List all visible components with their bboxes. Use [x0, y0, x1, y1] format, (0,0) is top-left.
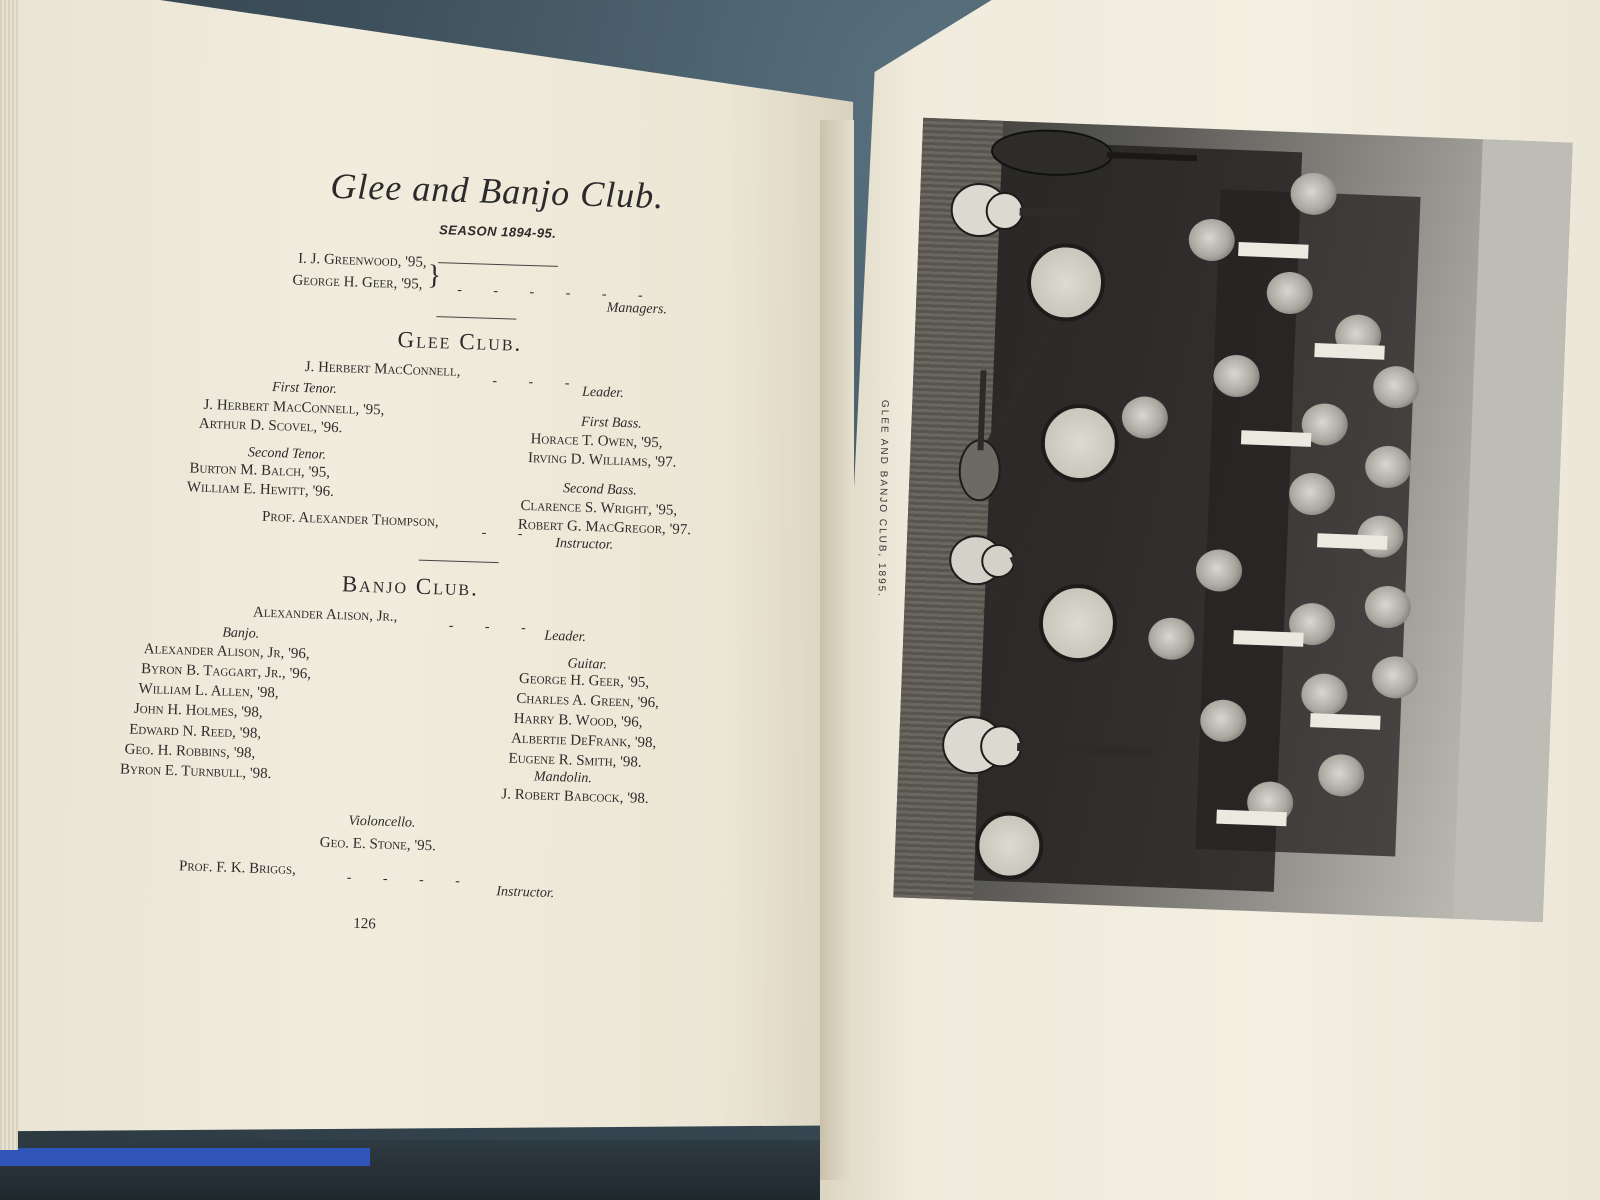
guitar-instrument: [945, 519, 1098, 605]
guitar-member-3: Harry B. Wood, '96,: [513, 710, 643, 731]
glee-club-heading: Glee Club.: [397, 326, 523, 356]
banjo-member-7: Byron E. Turnbull, '98.: [119, 761, 272, 783]
first-bass-2: Irving D. Williams, '97.: [527, 450, 677, 471]
guitar-member-4: Albertie DeFrank, '98,: [510, 730, 657, 752]
banjo-member-4: John H. Holmes, '98,: [133, 700, 263, 721]
guitar-label: Guitar.: [567, 656, 608, 673]
manager-1: I. J. Greenwood, '95,: [297, 250, 427, 271]
page-title: Glee and Banjo Club.: [329, 165, 665, 217]
mandolin-label: Mandolin.: [533, 769, 593, 787]
violoncello-instrument: [981, 120, 1203, 188]
book-cover-edge: [0, 1148, 370, 1166]
divider: [436, 316, 516, 320]
left-page-text: [0, 0, 866, 1013]
banjo-leader-role: Leader.: [544, 628, 587, 645]
violoncello-label: Violoncello.: [348, 813, 416, 831]
second-tenor-2: William E. Hewitt, '96.: [186, 479, 335, 500]
collar: [1241, 430, 1311, 447]
second-bass-label: Second Bass.: [562, 481, 638, 499]
photo-caption: [879, 400, 890, 416]
first-tenor-label: First Tenor.: [271, 379, 338, 398]
second-bass-2: Robert G. MacGregor, '97.: [517, 516, 692, 539]
guitar-member-2: Charles A. Green, '96,: [516, 690, 660, 712]
divider: [419, 560, 499, 564]
managers-brace: }: [427, 259, 442, 292]
mandolin-instrument: [948, 359, 1014, 511]
collar: [1310, 713, 1380, 730]
banjo-leader-dashes: - - -: [448, 618, 540, 637]
member-face: [1364, 585, 1412, 629]
ornament-rule: [438, 262, 558, 267]
guitar-member-5: Eugene R. Smith, '98.: [508, 750, 642, 771]
first-bass-label: First Bass.: [580, 414, 643, 432]
guitar-instrument: [937, 699, 1160, 797]
banjo-club-heading: Banjo Club.: [341, 571, 480, 601]
banjo-leader-name: Alexander Alison, Jr.,: [252, 604, 398, 626]
member-face: [1372, 365, 1420, 409]
collar: [1314, 343, 1384, 360]
club-photograph: [893, 118, 1572, 922]
banjo-member-2: Byron B. Taggart, Jr., '96,: [140, 661, 312, 683]
mandolin-member-1: J. Robert Babcock, '98.: [501, 786, 649, 808]
collar: [1216, 810, 1286, 827]
member-face: [1371, 655, 1419, 699]
collar: [1317, 533, 1387, 550]
glee-instructor-role: Instructor.: [555, 535, 614, 553]
banjo-label: Banjo.: [222, 625, 260, 642]
first-bass-1: Horace T. Owen, '95,: [530, 431, 663, 452]
managers-dashes: - - - - - -: [456, 282, 657, 305]
glee-instructor-dashes: - -: [481, 525, 537, 543]
banjo-member-1: Alexander Alison, Jr, '96,: [143, 641, 310, 663]
banjo-member-5: Edward N. Reed, '98,: [129, 721, 262, 742]
glee-instructor-name: Prof. Alexander Thompson,: [261, 508, 439, 531]
page-number: 126: [353, 915, 377, 933]
second-bass-1: Clarence S. Wright, '95,: [520, 497, 678, 519]
season-subtitle: SEASON 1894-95.: [438, 222, 557, 241]
managers-role: Managers.: [606, 300, 668, 318]
glee-leader-role: Leader.: [581, 384, 624, 402]
manager-2: George H. Geer, '95,: [292, 272, 423, 293]
first-tenor-2: Arthur D. Scovel, '96.: [198, 415, 343, 437]
first-tenor-1: J. Herbert MacConnell, '95,: [203, 396, 385, 419]
guitar-member-1: George H. Geer, '95,: [518, 670, 650, 691]
banjo-instructor-dashes: - - - -: [346, 870, 475, 890]
banjo-member-3: William L. Allen, '98,: [138, 680, 279, 702]
violoncello-member-1: Geo. E. Stone, '95.: [319, 834, 437, 855]
banjo-instructor-name: Prof. F. K. Briggs,: [178, 858, 297, 878]
banjo-instructor-role: Instructor.: [496, 884, 555, 902]
collar: [1233, 630, 1303, 647]
second-tenor-1: Burton M. Balch, '95,: [189, 460, 331, 481]
banjo-member-6: Geo. H. Robbins, '98,: [124, 741, 256, 762]
second-tenor-label: Second Tenor.: [247, 445, 327, 463]
glee-leader-name: J. Herbert MacConnell,: [304, 358, 461, 380]
glee-leader-dashes: - - -: [492, 373, 584, 392]
collar: [1238, 242, 1308, 259]
